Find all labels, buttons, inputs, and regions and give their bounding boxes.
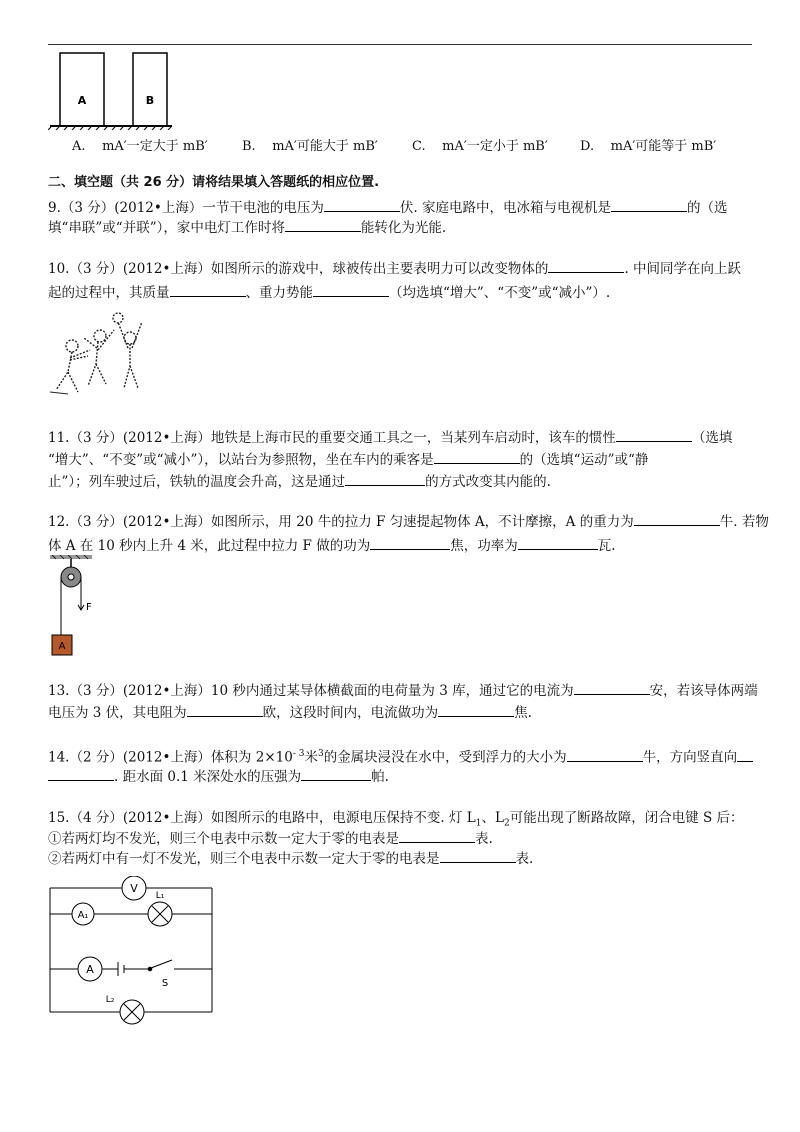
q12-pulley-figure bbox=[48, 555, 108, 657]
q9-blank-1[interactable] bbox=[324, 197, 400, 212]
q13-blank-2[interactable] bbox=[187, 702, 263, 717]
q15-line3: ②若两灯中有一灯不发光，则三个电表中示数一定大于零的电表是 表. bbox=[48, 848, 533, 869]
q15-line2: ①若两灯均不发光，则三个电表中示数一定大于零的电表是 表. bbox=[48, 828, 493, 849]
ammeter-a1-label: A₁ bbox=[77, 910, 89, 921]
q15-blank-2[interactable] bbox=[440, 848, 516, 863]
q10-blank-1[interactable] bbox=[548, 258, 624, 273]
q11-blank-3[interactable] bbox=[345, 471, 425, 486]
q8-blocks-figure bbox=[48, 50, 178, 130]
q11-blank-2[interactable] bbox=[434, 449, 520, 464]
q14-line1: 14.（2 分）(2012•上海）体积为 $2\times 10^{- 3}$米$^3$的金属块浸没在水中，受到浮力的大小为 牛，方向竖直向 bbox=[48, 744, 753, 768]
q12-blank-1[interactable] bbox=[634, 511, 720, 526]
q9-blank-2[interactable] bbox=[611, 197, 687, 212]
q8-option-d[interactable]: D. mA′可能等于 mB′ bbox=[580, 139, 717, 154]
q8-option-c[interactable]: C. mA′一定小于 mB′ bbox=[412, 139, 548, 154]
q11-line1: 11.（3 分）(2012•上海）地铁是上海市民的重要交通工具之一，当某列车启动时，该车的惯性 （选填 bbox=[48, 427, 732, 448]
q8-option-b[interactable]: B. mA′可能大于 mB′ bbox=[242, 139, 378, 154]
section-heading: 二、填空题（共 26 分）请将结果填入答题纸的相应位置. bbox=[48, 175, 380, 190]
q11-blank-1[interactable] bbox=[616, 427, 692, 442]
q13-line1: 13.（3 分）(2012•上海）10 秒内通过某导体横截面的电荷量为 3 库，通过它的电流为 安，若该导体两端 bbox=[48, 680, 758, 701]
q12-blank-2[interactable] bbox=[370, 535, 450, 550]
q14-blank-2a[interactable] bbox=[737, 747, 753, 762]
q9-line2: 填“串联”或“并联”），家中电灯工作时将 能转化为光能. bbox=[48, 217, 446, 238]
q9-line1: 9.（3 分）(2012•上海）一节干电池的电压为 伏. 家庭电路中，电冰箱与电视机是 的（选 bbox=[48, 197, 727, 218]
q8-option-a[interactable]: A. mA′一定大于 mB′ bbox=[72, 139, 208, 154]
q12-blank-3[interactable] bbox=[518, 535, 598, 550]
q12-line2: 体 A 在 10 秒内上升 4 米，此过程中拉力 F 做的功为 焦，功率为 瓦. bbox=[48, 535, 616, 556]
q9-blank-3[interactable] bbox=[285, 217, 361, 232]
weight-label: A bbox=[58, 641, 66, 652]
q10-blank-3[interactable] bbox=[313, 282, 389, 297]
force-label: F bbox=[86, 602, 92, 613]
q13-line2: 电压为 3 伏，其电阻为 欧，这段时间内，电流做功为 焦. bbox=[48, 702, 532, 723]
q10-line2: 起的过程中，其质量 、重力势能 （均选填“增大”、“不变”或“减小”）. bbox=[48, 282, 610, 303]
lamp-l2-label: L₂ bbox=[105, 995, 115, 1005]
q13-blank-3[interactable] bbox=[438, 702, 514, 717]
q15-blank-1[interactable] bbox=[399, 828, 475, 843]
ammeter-a-label: A bbox=[86, 963, 94, 976]
q15-line1: 15.（4 分）(2012•上海）如图所示的电路中，电源电压保持不变. 灯 $L_1$、$L_2$可能出现了断路故障，闭合电键 S 后： bbox=[48, 810, 744, 829]
top-rule bbox=[48, 44, 752, 45]
lamp-l1-label: L₁ bbox=[155, 891, 165, 901]
q13-blank-1[interactable] bbox=[574, 680, 650, 695]
voltmeter-label: V bbox=[130, 882, 138, 895]
q10-blank-2[interactable] bbox=[170, 282, 246, 297]
q12-line1: 12.（3 分）(2012•上海）如图所示，用 20 牛的拉力 F 匀速提起物体 A，不计摩擦，A 的重力为 牛. 若物 bbox=[48, 511, 769, 532]
switch-s-label: S bbox=[161, 978, 169, 989]
block-a-label: A bbox=[77, 94, 87, 107]
q10-players-figure bbox=[48, 308, 178, 400]
q14-blank-3[interactable] bbox=[301, 766, 371, 781]
q14-line2: . 距水面 0.1 米深处水的压强为 帕. bbox=[48, 766, 389, 787]
q14-blank-2[interactable] bbox=[48, 766, 114, 781]
q10-line1: 10.（3 分）(2012•上海）如图所示的游戏中，球被传出主要表明力可以改变物体的 . 中间同学在向上跃 bbox=[48, 258, 741, 279]
q11-line3: 止”）；列车驶过后，铁轨的温度会升高，这是通过 的方式改变其内能的. bbox=[48, 471, 551, 492]
q14-blank-1[interactable] bbox=[567, 747, 643, 762]
q15-circuit-diagram bbox=[48, 876, 218, 1026]
q11-line2: “增大”、“不变”或“减小”），以站台为参照物，坐在车内的乘客是 的（选填“运动”或“静 bbox=[48, 449, 648, 470]
block-b-label: B bbox=[145, 94, 155, 107]
